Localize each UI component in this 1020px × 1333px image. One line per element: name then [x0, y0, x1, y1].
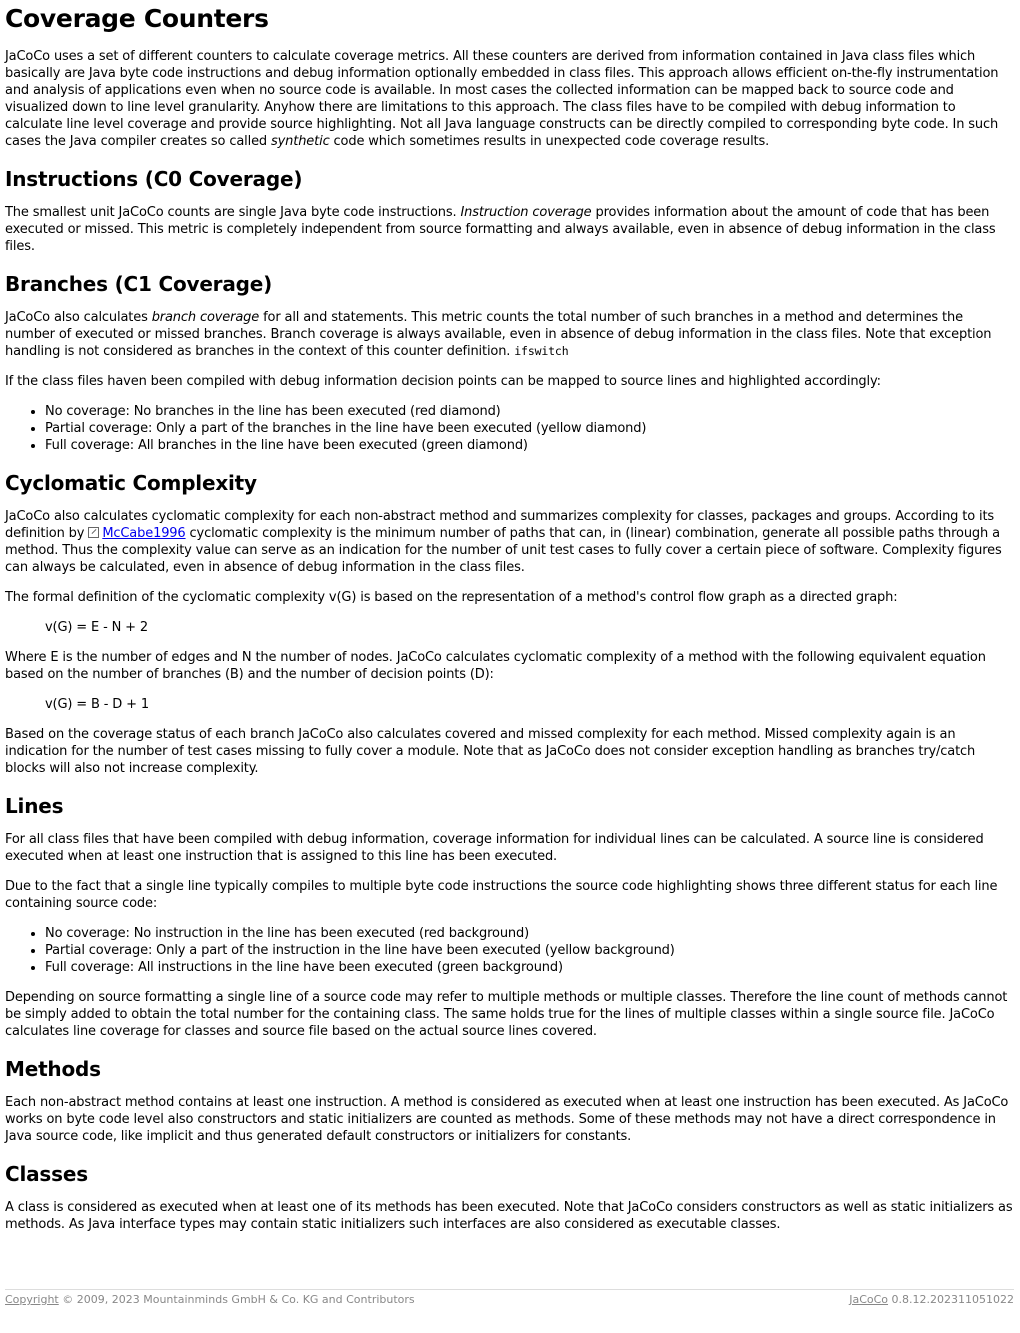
cyclomatic-paragraph-3: Where E is the number of edges and N the number of nodes. JaCoCo calculates cyclomatic complexity of a method with the following equivalent equation based on the number of branches (B) and the number of decision points (D):	[5, 650, 986, 682]
list-item: • Partial coverage: Only a part of the branches in the line have been executed (yellow diamond)	[45, 420, 1015, 437]
formula-edges-nodes: v(G) = E - N + 2	[45, 620, 148, 635]
branch-coverage-term: branch coverage	[151, 310, 260, 325]
classes-heading: Classes	[5, 1162, 88, 1186]
mccabe-link[interactable]: McCabe1996	[102, 526, 186, 541]
instructions-paragraph: The smallest unit JaCoCo counts are single Java byte code instructions. Instruction coverage provides information about the amount of code that has been executed or missed. This metric is completely independent from source formatting and always available, even in absence of debug information in the class files.	[5, 205, 996, 254]
cyclomatic-paragraph-1: JaCoCo also calculates cyclomatic complexity for each non-abstract method and summarizes complexity for classes, packages and groups. According to its definition by McCabe1996 cyclomatic complexity is the minimum number of paths that can, in (linear) combination, generate all possible paths through a method. Thus the complexity value can serve as an indication for the number of unit test cases to fully cover a certain piece of software. Complexity figures can always be calculated, even in absence of debug information in the class files.	[5, 509, 1002, 575]
ifswitch-code: ifswitch	[514, 344, 569, 358]
branches-heading: Branches (C1 Coverage)	[5, 272, 273, 296]
classes-paragraph: A class is considered as executed when at least one of its methods has been executed. Note that JaCoCo considers constructors as well as static initializers as methods. As Java interface types may contain static initializers such interfaces are also considered as executable classes.	[5, 1200, 1013, 1232]
branch-status-list	[5, 403, 1015, 454]
page-title: Coverage Counters	[5, 4, 269, 33]
list-item: • No coverage: No instruction in the line has been executed (red background)	[45, 925, 1015, 942]
list-item: • Partial coverage: Only a part of the instruction in the line have been executed (yellow background)	[45, 942, 1015, 959]
methods-heading: Methods	[5, 1057, 101, 1081]
list-item: • Full coverage: All branches in the line have been executed (green diamond)	[45, 437, 1015, 454]
lines-heading: Lines	[5, 794, 64, 818]
line-status-list	[5, 925, 1015, 976]
footer-version: JaCoCo 0.8.12.202311051022	[849, 1293, 1014, 1306]
branches-paragraph-1: JaCoCo also calculates branch coverage for all and statements. This metric counts the total number of such branches in a method and determines the number of executed or missed branches. Branch coverage is always available, even in absence of debug information in the class files. Note that exception handling is not considered as branches in the context of this counter definition. ifswitch	[5, 310, 992, 359]
formula-branches-decisions: v(G) = B - D + 1	[45, 697, 149, 712]
lines-paragraph-1: For all class files that have been compiled with debug information, coverage information for individual lines can be calculated. A source line is considered executed when at least one instruction that is assigned to this line has been executed.	[5, 832, 984, 864]
instruction-coverage-term: Instruction coverage	[460, 205, 592, 220]
intro-paragraph: JaCoCo uses a set of different counters to calculate coverage metrics. All these counters are derived from information contained in Java class files which basically are Java byte code instructions and debug information optionally embedded in class files. This approach allows efficient on-the-fly instrumentation and analysis of applications even when no source code is available. In most cases the collected information can be mapped back to source code and visualized down to line level granularity. Anyhow there are limitations to this approach. The class files have to be compiled with debug information to calculate line level coverage and provide source highlighting. Not all Java language constructs can be directly compiled to corresponding byte code. In such cases the Java compiler creates so called synthetic code which sometimes results in unexpected code coverage results.	[5, 49, 999, 149]
branches-paragraph-2: If the class files haven been compiled with debug information decision points can be mapped to source lines and highlighted accordingly:	[5, 374, 881, 389]
lines-paragraph-3: Depending on source formatting a single line of a source code may refer to multiple methods or multiple classes. Therefore the line count of methods cannot be simply added to obtain the total number for the containing class. The same holds true for the lines of multiple classes within a single source file. JaCoCo calculates line coverage for classes and source file based on the actual source lines covered.	[5, 990, 1008, 1039]
lines-paragraph-2: Due to the fact that a single line typically compiles to multiple byte code instructions the source code highlighting shows three different status for each line containing source code:	[5, 879, 998, 911]
jacoco-link[interactable]: JaCoCo	[849, 1293, 889, 1306]
synthetic-term: synthetic	[271, 134, 330, 149]
copyright-link[interactable]: Copyright	[5, 1293, 59, 1306]
cyclomatic-heading: Cyclomatic Complexity	[5, 471, 257, 495]
list-item: • No coverage: No branches in the line has been executed (red diamond)	[45, 403, 1015, 420]
list-item: • Full coverage: All instructions in the line have been executed (green background)	[45, 959, 1015, 976]
footer-copyright: Copyright © 2009, 2023 Mountainminds GmbH & Co. KG and Contributors	[5, 1293, 415, 1306]
external-link-icon	[88, 527, 99, 538]
methods-paragraph: Each non-abstract method contains at least one instruction. A method is considered as executed when at least one instruction has been executed. As JaCoCo works on byte code level also constructors and static initializers are counted as methods. Some of these methods may not have a direct correspondence in Java source code, like implicit and thus generated default constructors or initializers for constants.	[5, 1095, 1009, 1144]
instructions-heading: Instructions (C0 Coverage)	[5, 167, 303, 191]
cyclomatic-paragraph-4: Based on the coverage status of each branch JaCoCo also calculates covered and missed complexity for each method. Missed complexity again is an indication for the number of test cases missing to fully cover a module. Note that as JaCoCo does not consider exception handling as branches try/catch blocks will also not increase complexity.	[5, 727, 976, 776]
footer	[5, 1289, 1014, 1307]
cyclomatic-paragraph-2: The formal definition of the cyclomatic complexity v(G) is based on the representation of a method's control flow graph as a directed graph:	[5, 590, 898, 605]
